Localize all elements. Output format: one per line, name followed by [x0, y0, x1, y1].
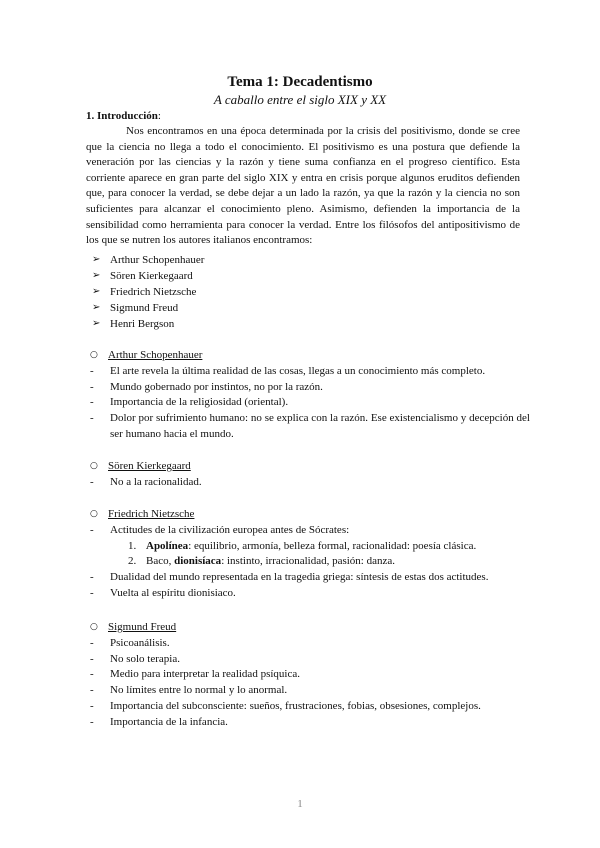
item-term: Apolínea	[146, 539, 189, 552]
subsection-heading	[90, 507, 530, 523]
arrow-bullet-icon: ➢	[92, 286, 101, 297]
list-item	[90, 411, 530, 443]
subsection-title: Friedrich Nietzsche	[108, 508, 195, 520]
list-item-text: Medio para interpretar la realidad psíquica.	[110, 668, 300, 681]
subsection-heading	[90, 348, 530, 364]
list-item	[90, 395, 530, 411]
list-item-text: Psicoanálisis.	[110, 636, 170, 649]
arrow-bullet-icon: ➢	[92, 254, 101, 265]
list-item-text: Dolor por sufrimiento humano: no se explica con la razón. Ese existencialismo y decepción del ser humano hacia el mundo.	[110, 412, 530, 440]
schopenhauer-section	[90, 348, 530, 443]
list-item	[90, 475, 530, 491]
section-colon: :	[157, 110, 161, 122]
circle-bullet-icon: ○	[90, 509, 98, 519]
item-rest: : equilibrio, armonía, belleza formal, racionalidad: poesía clásica.	[188, 539, 477, 552]
dash-bullet: -	[90, 636, 94, 649]
dash-bullet: -	[90, 364, 94, 377]
document-subtitle: A caballo entre el siglo XIX y XX	[213, 92, 387, 107]
item-term: dionisíaca	[174, 555, 222, 568]
list-item-text: Importancia de la infancia.	[110, 715, 228, 728]
circle-bullet-icon: ○	[90, 622, 98, 632]
list-item-label: Sören Kierkegaard	[110, 270, 193, 282]
list-item	[90, 683, 530, 699]
dash-bullet: -	[90, 412, 94, 425]
subsection-heading	[90, 459, 530, 475]
list-item	[92, 316, 204, 332]
dash-bullet: -	[90, 668, 94, 681]
list-item	[92, 252, 204, 268]
dash-bullet: -	[90, 684, 94, 697]
list-item-text: Importancia del subconsciente: sueños, frustraciones, fobias, obsesiones, complejos.	[110, 699, 481, 712]
list-item-text: Importancia de la religiosidad (oriental).	[110, 396, 289, 409]
list-item	[90, 523, 530, 539]
circle-bullet-icon: ○	[90, 350, 98, 360]
dash-bullet: -	[90, 380, 94, 393]
subsection-heading	[90, 620, 530, 636]
list-item	[90, 380, 530, 396]
arrow-bullet-icon: ➢	[92, 302, 101, 313]
list-item-label: Henri Bergson	[110, 318, 175, 330]
list-item-text: Mundo gobernado por instintos, no por la razón.	[110, 380, 323, 393]
list-item-text: Vuelta al espíritu dionisiaco.	[110, 586, 236, 599]
section-heading	[86, 110, 161, 122]
page-number: 1	[297, 798, 303, 810]
list-item-text: El arte revela la última realidad de las cosas, llegas a un conocimiento más completo.	[110, 364, 486, 377]
dash-bullet: -	[90, 571, 94, 584]
list-item	[90, 586, 530, 602]
list-item-label: Arthur Schopenhauer	[110, 254, 205, 266]
list-item-text: No límites entre lo normal y lo anormal.	[110, 684, 288, 697]
list-item	[90, 715, 530, 731]
document-title: Tema 1: Decadentismo	[227, 74, 373, 90]
dash-bullet: -	[90, 523, 94, 536]
arrow-bullet-icon: ➢	[92, 318, 101, 329]
nietzsche-section	[90, 507, 530, 602]
intro-paragraph	[86, 124, 520, 249]
circle-bullet-icon: ○	[90, 461, 98, 471]
arrow-bullet-icon: ➢	[92, 270, 101, 281]
list-item	[90, 570, 530, 586]
section-number: 1.	[86, 110, 95, 122]
intro-text: Nos encontramos en una época determinada por la crisis del positivismo, donde se cree que la ciencia no llega a todo el conocimiento. El positivismo es una postura que defiende la veneración por las ciencias y la razón y tiene suma confianza en el progreso científico. Esta corriente aparece en gran parte del siglo XIX y entra en crisis porque algunos eruditos defienden que, para conocer la verdad, se debe dejar a un lado la razón, ya que la razón y la ciencia no son suficientes para alcanzar el conocimiento pleno. Asimismo, defienden la importancia de la sensibilidad como herramienta para conocer la verdad. Entre los filósofos del antipositivismo de los que se nutren los autores italianos encontramos:	[86, 125, 520, 247]
list-item	[90, 652, 530, 668]
freud-section	[90, 620, 530, 731]
dash-bullet: -	[90, 396, 94, 409]
dash-bullet: -	[90, 475, 94, 488]
list-item	[92, 268, 204, 284]
list-item	[90, 667, 530, 683]
philosopher-list	[92, 252, 204, 332]
numbered-item-text	[146, 539, 476, 555]
list-item-label: Sigmund Freud	[110, 302, 179, 314]
list-item	[92, 300, 204, 316]
item-lead: Baco,	[146, 555, 175, 568]
item-number: 1.	[128, 539, 137, 552]
numbered-item	[90, 539, 530, 555]
dash-bullet: -	[90, 652, 94, 665]
list-item-text: Actitudes de la civilización europea antes de Sócrates:	[110, 523, 350, 536]
list-item	[90, 636, 530, 652]
numbered-item-text	[146, 554, 395, 570]
list-item-label: Friedrich Nietzsche	[110, 286, 197, 298]
dash-bullet: -	[90, 586, 94, 599]
list-item	[92, 284, 204, 300]
subsection-title: Sigmund Freud	[108, 621, 177, 633]
dash-bullet: -	[90, 715, 94, 728]
item-number: 2.	[128, 555, 137, 568]
list-item-text: Dualidad del mundo representada en la tragedia griega: síntesis de estas dos actitudes.	[110, 571, 489, 584]
dash-bullet: -	[90, 699, 94, 712]
subsection-title: Arthur Schopenhauer	[108, 349, 203, 361]
section-title: Introducción	[97, 110, 158, 122]
numbered-item	[90, 554, 530, 570]
list-item-text: No a la racionalidad.	[110, 475, 202, 488]
subsection-title: Sören Kierkegaard	[108, 460, 191, 472]
item-rest: : instinto, irracionalidad, pasión: danza.	[221, 555, 396, 568]
kierkegaard-section	[90, 459, 530, 491]
list-item	[90, 699, 530, 715]
list-item	[90, 364, 530, 380]
list-item-text: No solo terapia.	[110, 652, 180, 665]
